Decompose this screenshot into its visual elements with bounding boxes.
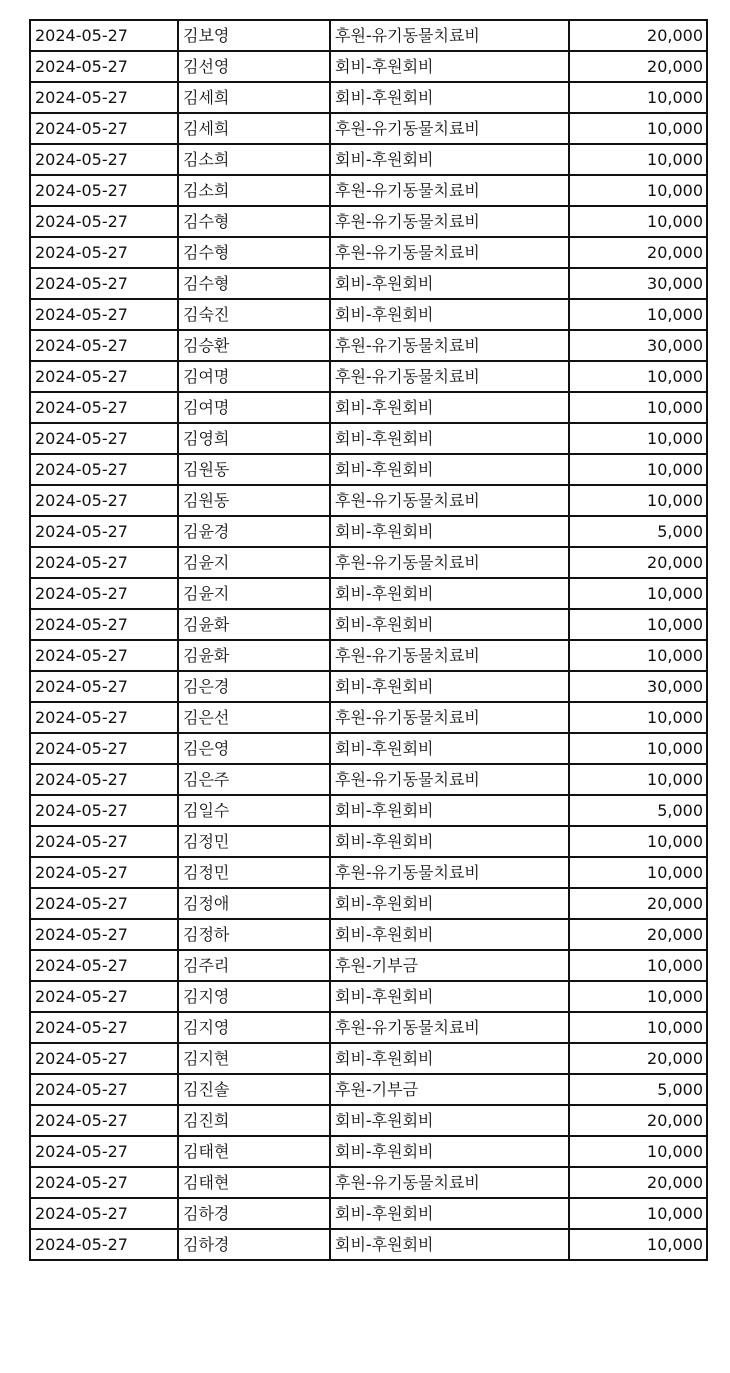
amount-cell: 10,000 — [569, 361, 707, 392]
amount-cell: 10,000 — [569, 950, 707, 981]
table-row — [30, 1136, 707, 1167]
name-cell: 김보영 — [178, 20, 330, 51]
amount-cell: 10,000 — [569, 702, 707, 733]
name-cell: 김지영 — [178, 981, 330, 1012]
table-row — [30, 1012, 707, 1043]
date-cell: 2024-05-27 — [30, 113, 178, 144]
date-cell: 2024-05-27 — [30, 981, 178, 1012]
table-row — [30, 733, 707, 764]
amount-cell: 20,000 — [569, 51, 707, 82]
name-cell: 김주리 — [178, 950, 330, 981]
category-cell: 후원-유기동물치료비 — [330, 330, 569, 361]
name-cell: 김숙진 — [178, 299, 330, 330]
name-cell: 김수형 — [178, 268, 330, 299]
name-cell: 김윤경 — [178, 516, 330, 547]
date-cell: 2024-05-27 — [30, 51, 178, 82]
amount-cell: 5,000 — [569, 516, 707, 547]
name-cell: 김소희 — [178, 144, 330, 175]
amount-cell: 10,000 — [569, 113, 707, 144]
name-cell: 김하경 — [178, 1229, 330, 1260]
amount-cell: 10,000 — [569, 454, 707, 485]
amount-cell: 10,000 — [569, 423, 707, 454]
name-cell: 김수형 — [178, 206, 330, 237]
name-cell: 김윤화 — [178, 640, 330, 671]
amount-cell: 20,000 — [569, 547, 707, 578]
table-row — [30, 330, 707, 361]
category-cell: 후원-유기동물치료비 — [330, 206, 569, 237]
amount-cell: 10,000 — [569, 1012, 707, 1043]
name-cell: 김선영 — [178, 51, 330, 82]
donation-ledger-sheet — [29, 19, 706, 1261]
name-cell: 김은주 — [178, 764, 330, 795]
date-cell: 2024-05-27 — [30, 516, 178, 547]
category-cell: 회비-후원회비 — [330, 671, 569, 702]
category-cell: 회비-후원회비 — [330, 51, 569, 82]
amount-cell: 20,000 — [569, 1105, 707, 1136]
table-row — [30, 888, 707, 919]
category-cell: 후원-유기동물치료비 — [330, 361, 569, 392]
amount-cell: 20,000 — [569, 20, 707, 51]
category-cell: 회비-후원회비 — [330, 423, 569, 454]
ledger-body — [30, 20, 707, 1260]
name-cell: 김원동 — [178, 454, 330, 485]
category-cell: 후원-유기동물치료비 — [330, 547, 569, 578]
date-cell: 2024-05-27 — [30, 1105, 178, 1136]
date-cell: 2024-05-27 — [30, 640, 178, 671]
date-cell: 2024-05-27 — [30, 175, 178, 206]
amount-cell: 10,000 — [569, 1198, 707, 1229]
category-cell: 후원-유기동물치료비 — [330, 857, 569, 888]
table-row — [30, 206, 707, 237]
name-cell: 김일수 — [178, 795, 330, 826]
amount-cell: 10,000 — [569, 1229, 707, 1260]
category-cell: 후원-유기동물치료비 — [330, 113, 569, 144]
date-cell: 2024-05-27 — [30, 206, 178, 237]
category-cell: 후원-유기동물치료비 — [330, 1012, 569, 1043]
category-cell: 회비-후원회비 — [330, 1105, 569, 1136]
date-cell: 2024-05-27 — [30, 144, 178, 175]
table-row — [30, 51, 707, 82]
category-cell: 회비-후원회비 — [330, 919, 569, 950]
date-cell: 2024-05-27 — [30, 950, 178, 981]
table-row — [30, 361, 707, 392]
date-cell: 2024-05-27 — [30, 764, 178, 795]
category-cell: 회비-후원회비 — [330, 144, 569, 175]
category-cell: 후원-유기동물치료비 — [330, 175, 569, 206]
date-cell: 2024-05-27 — [30, 1167, 178, 1198]
amount-cell: 10,000 — [569, 578, 707, 609]
table-row — [30, 702, 707, 733]
amount-cell: 10,000 — [569, 144, 707, 175]
category-cell: 회비-후원회비 — [330, 826, 569, 857]
category-cell: 회비-후원회비 — [330, 1229, 569, 1260]
category-cell: 회비-후원회비 — [330, 299, 569, 330]
table-row — [30, 516, 707, 547]
name-cell: 김정애 — [178, 888, 330, 919]
category-cell: 회비-후원회비 — [330, 516, 569, 547]
name-cell: 김여명 — [178, 392, 330, 423]
category-cell: 후원-유기동물치료비 — [330, 237, 569, 268]
amount-cell: 10,000 — [569, 175, 707, 206]
table-row — [30, 795, 707, 826]
name-cell: 김태현 — [178, 1136, 330, 1167]
category-cell: 후원-기부금 — [330, 950, 569, 981]
table-row — [30, 144, 707, 175]
date-cell: 2024-05-27 — [30, 578, 178, 609]
name-cell: 김세희 — [178, 82, 330, 113]
table-row — [30, 547, 707, 578]
category-cell: 회비-후원회비 — [330, 454, 569, 485]
table-row — [30, 1043, 707, 1074]
category-cell: 회비-후원회비 — [330, 82, 569, 113]
date-cell: 2024-05-27 — [30, 826, 178, 857]
table-row — [30, 640, 707, 671]
date-cell: 2024-05-27 — [30, 857, 178, 888]
date-cell: 2024-05-27 — [30, 1136, 178, 1167]
name-cell: 김정민 — [178, 826, 330, 857]
date-cell: 2024-05-27 — [30, 919, 178, 950]
date-cell: 2024-05-27 — [30, 1043, 178, 1074]
amount-cell: 10,000 — [569, 764, 707, 795]
category-cell: 회비-후원회비 — [330, 578, 569, 609]
name-cell: 김지영 — [178, 1012, 330, 1043]
amount-cell: 5,000 — [569, 1074, 707, 1105]
amount-cell: 5,000 — [569, 795, 707, 826]
table-row — [30, 826, 707, 857]
table-row — [30, 1198, 707, 1229]
date-cell: 2024-05-27 — [30, 609, 178, 640]
amount-cell: 20,000 — [569, 919, 707, 950]
table-row — [30, 671, 707, 702]
name-cell: 김은경 — [178, 671, 330, 702]
date-cell: 2024-05-27 — [30, 1198, 178, 1229]
table-row — [30, 578, 707, 609]
category-cell: 회비-후원회비 — [330, 609, 569, 640]
date-cell: 2024-05-27 — [30, 268, 178, 299]
amount-cell: 10,000 — [569, 609, 707, 640]
category-cell: 회비-후원회비 — [330, 268, 569, 299]
name-cell: 김태현 — [178, 1167, 330, 1198]
category-cell: 후원-유기동물치료비 — [330, 640, 569, 671]
date-cell: 2024-05-27 — [30, 237, 178, 268]
table-row — [30, 237, 707, 268]
name-cell: 김진솔 — [178, 1074, 330, 1105]
amount-cell: 10,000 — [569, 206, 707, 237]
table-row — [30, 1105, 707, 1136]
name-cell: 김윤지 — [178, 578, 330, 609]
amount-cell: 10,000 — [569, 981, 707, 1012]
name-cell: 김은선 — [178, 702, 330, 733]
category-cell: 회비-후원회비 — [330, 733, 569, 764]
name-cell: 김여명 — [178, 361, 330, 392]
name-cell: 김정민 — [178, 857, 330, 888]
category-cell: 회비-후원회비 — [330, 795, 569, 826]
donation-ledger-table — [29, 19, 708, 1261]
amount-cell: 10,000 — [569, 82, 707, 113]
category-cell: 회비-후원회비 — [330, 1043, 569, 1074]
name-cell: 김소희 — [178, 175, 330, 206]
date-cell: 2024-05-27 — [30, 702, 178, 733]
table-row — [30, 950, 707, 981]
amount-cell: 10,000 — [569, 826, 707, 857]
category-cell: 회비-후원회비 — [330, 1136, 569, 1167]
date-cell: 2024-05-27 — [30, 330, 178, 361]
table-row — [30, 454, 707, 485]
name-cell: 김윤화 — [178, 609, 330, 640]
table-row — [30, 609, 707, 640]
amount-cell: 20,000 — [569, 1167, 707, 1198]
amount-cell: 10,000 — [569, 392, 707, 423]
amount-cell: 10,000 — [569, 640, 707, 671]
table-row — [30, 1167, 707, 1198]
category-cell: 후원-유기동물치료비 — [330, 764, 569, 795]
table-row — [30, 423, 707, 454]
date-cell: 2024-05-27 — [30, 795, 178, 826]
table-row — [30, 175, 707, 206]
table-row — [30, 82, 707, 113]
category-cell: 후원-유기동물치료비 — [330, 20, 569, 51]
date-cell: 2024-05-27 — [30, 299, 178, 330]
date-cell: 2024-05-27 — [30, 733, 178, 764]
date-cell: 2024-05-27 — [30, 423, 178, 454]
amount-cell: 20,000 — [569, 1043, 707, 1074]
name-cell: 김진희 — [178, 1105, 330, 1136]
category-cell: 후원-기부금 — [330, 1074, 569, 1105]
amount-cell: 10,000 — [569, 485, 707, 516]
date-cell: 2024-05-27 — [30, 361, 178, 392]
table-row — [30, 268, 707, 299]
table-row — [30, 919, 707, 950]
date-cell: 2024-05-27 — [30, 547, 178, 578]
name-cell: 김은영 — [178, 733, 330, 764]
category-cell: 후원-유기동물치료비 — [330, 1167, 569, 1198]
amount-cell: 20,000 — [569, 237, 707, 268]
category-cell: 회비-후원회비 — [330, 981, 569, 1012]
table-row — [30, 113, 707, 144]
name-cell: 김지현 — [178, 1043, 330, 1074]
date-cell: 2024-05-27 — [30, 485, 178, 516]
date-cell: 2024-05-27 — [30, 1074, 178, 1105]
date-cell: 2024-05-27 — [30, 82, 178, 113]
date-cell: 2024-05-27 — [30, 20, 178, 51]
table-row — [30, 1074, 707, 1105]
category-cell: 후원-유기동물치료비 — [330, 702, 569, 733]
date-cell: 2024-05-27 — [30, 888, 178, 919]
category-cell: 회비-후원회비 — [330, 392, 569, 423]
amount-cell: 10,000 — [569, 299, 707, 330]
table-row — [30, 981, 707, 1012]
amount-cell: 10,000 — [569, 733, 707, 764]
date-cell: 2024-05-27 — [30, 454, 178, 485]
amount-cell: 10,000 — [569, 1136, 707, 1167]
table-row — [30, 1229, 707, 1260]
name-cell: 김세희 — [178, 113, 330, 144]
amount-cell: 30,000 — [569, 330, 707, 361]
category-cell: 후원-유기동물치료비 — [330, 485, 569, 516]
name-cell: 김수형 — [178, 237, 330, 268]
table-row — [30, 392, 707, 423]
table-row — [30, 764, 707, 795]
amount-cell: 20,000 — [569, 888, 707, 919]
name-cell: 김윤지 — [178, 547, 330, 578]
name-cell: 김원동 — [178, 485, 330, 516]
category-cell: 회비-후원회비 — [330, 888, 569, 919]
amount-cell: 10,000 — [569, 857, 707, 888]
category-cell: 회비-후원회비 — [330, 1198, 569, 1229]
table-row — [30, 857, 707, 888]
table-row — [30, 299, 707, 330]
name-cell: 김정하 — [178, 919, 330, 950]
date-cell: 2024-05-27 — [30, 1229, 178, 1260]
date-cell: 2024-05-27 — [30, 1012, 178, 1043]
table-row — [30, 20, 707, 51]
name-cell: 김영희 — [178, 423, 330, 454]
table-row — [30, 485, 707, 516]
amount-cell: 30,000 — [569, 268, 707, 299]
date-cell: 2024-05-27 — [30, 671, 178, 702]
name-cell: 김하경 — [178, 1198, 330, 1229]
amount-cell: 30,000 — [569, 671, 707, 702]
date-cell: 2024-05-27 — [30, 392, 178, 423]
name-cell: 김승환 — [178, 330, 330, 361]
